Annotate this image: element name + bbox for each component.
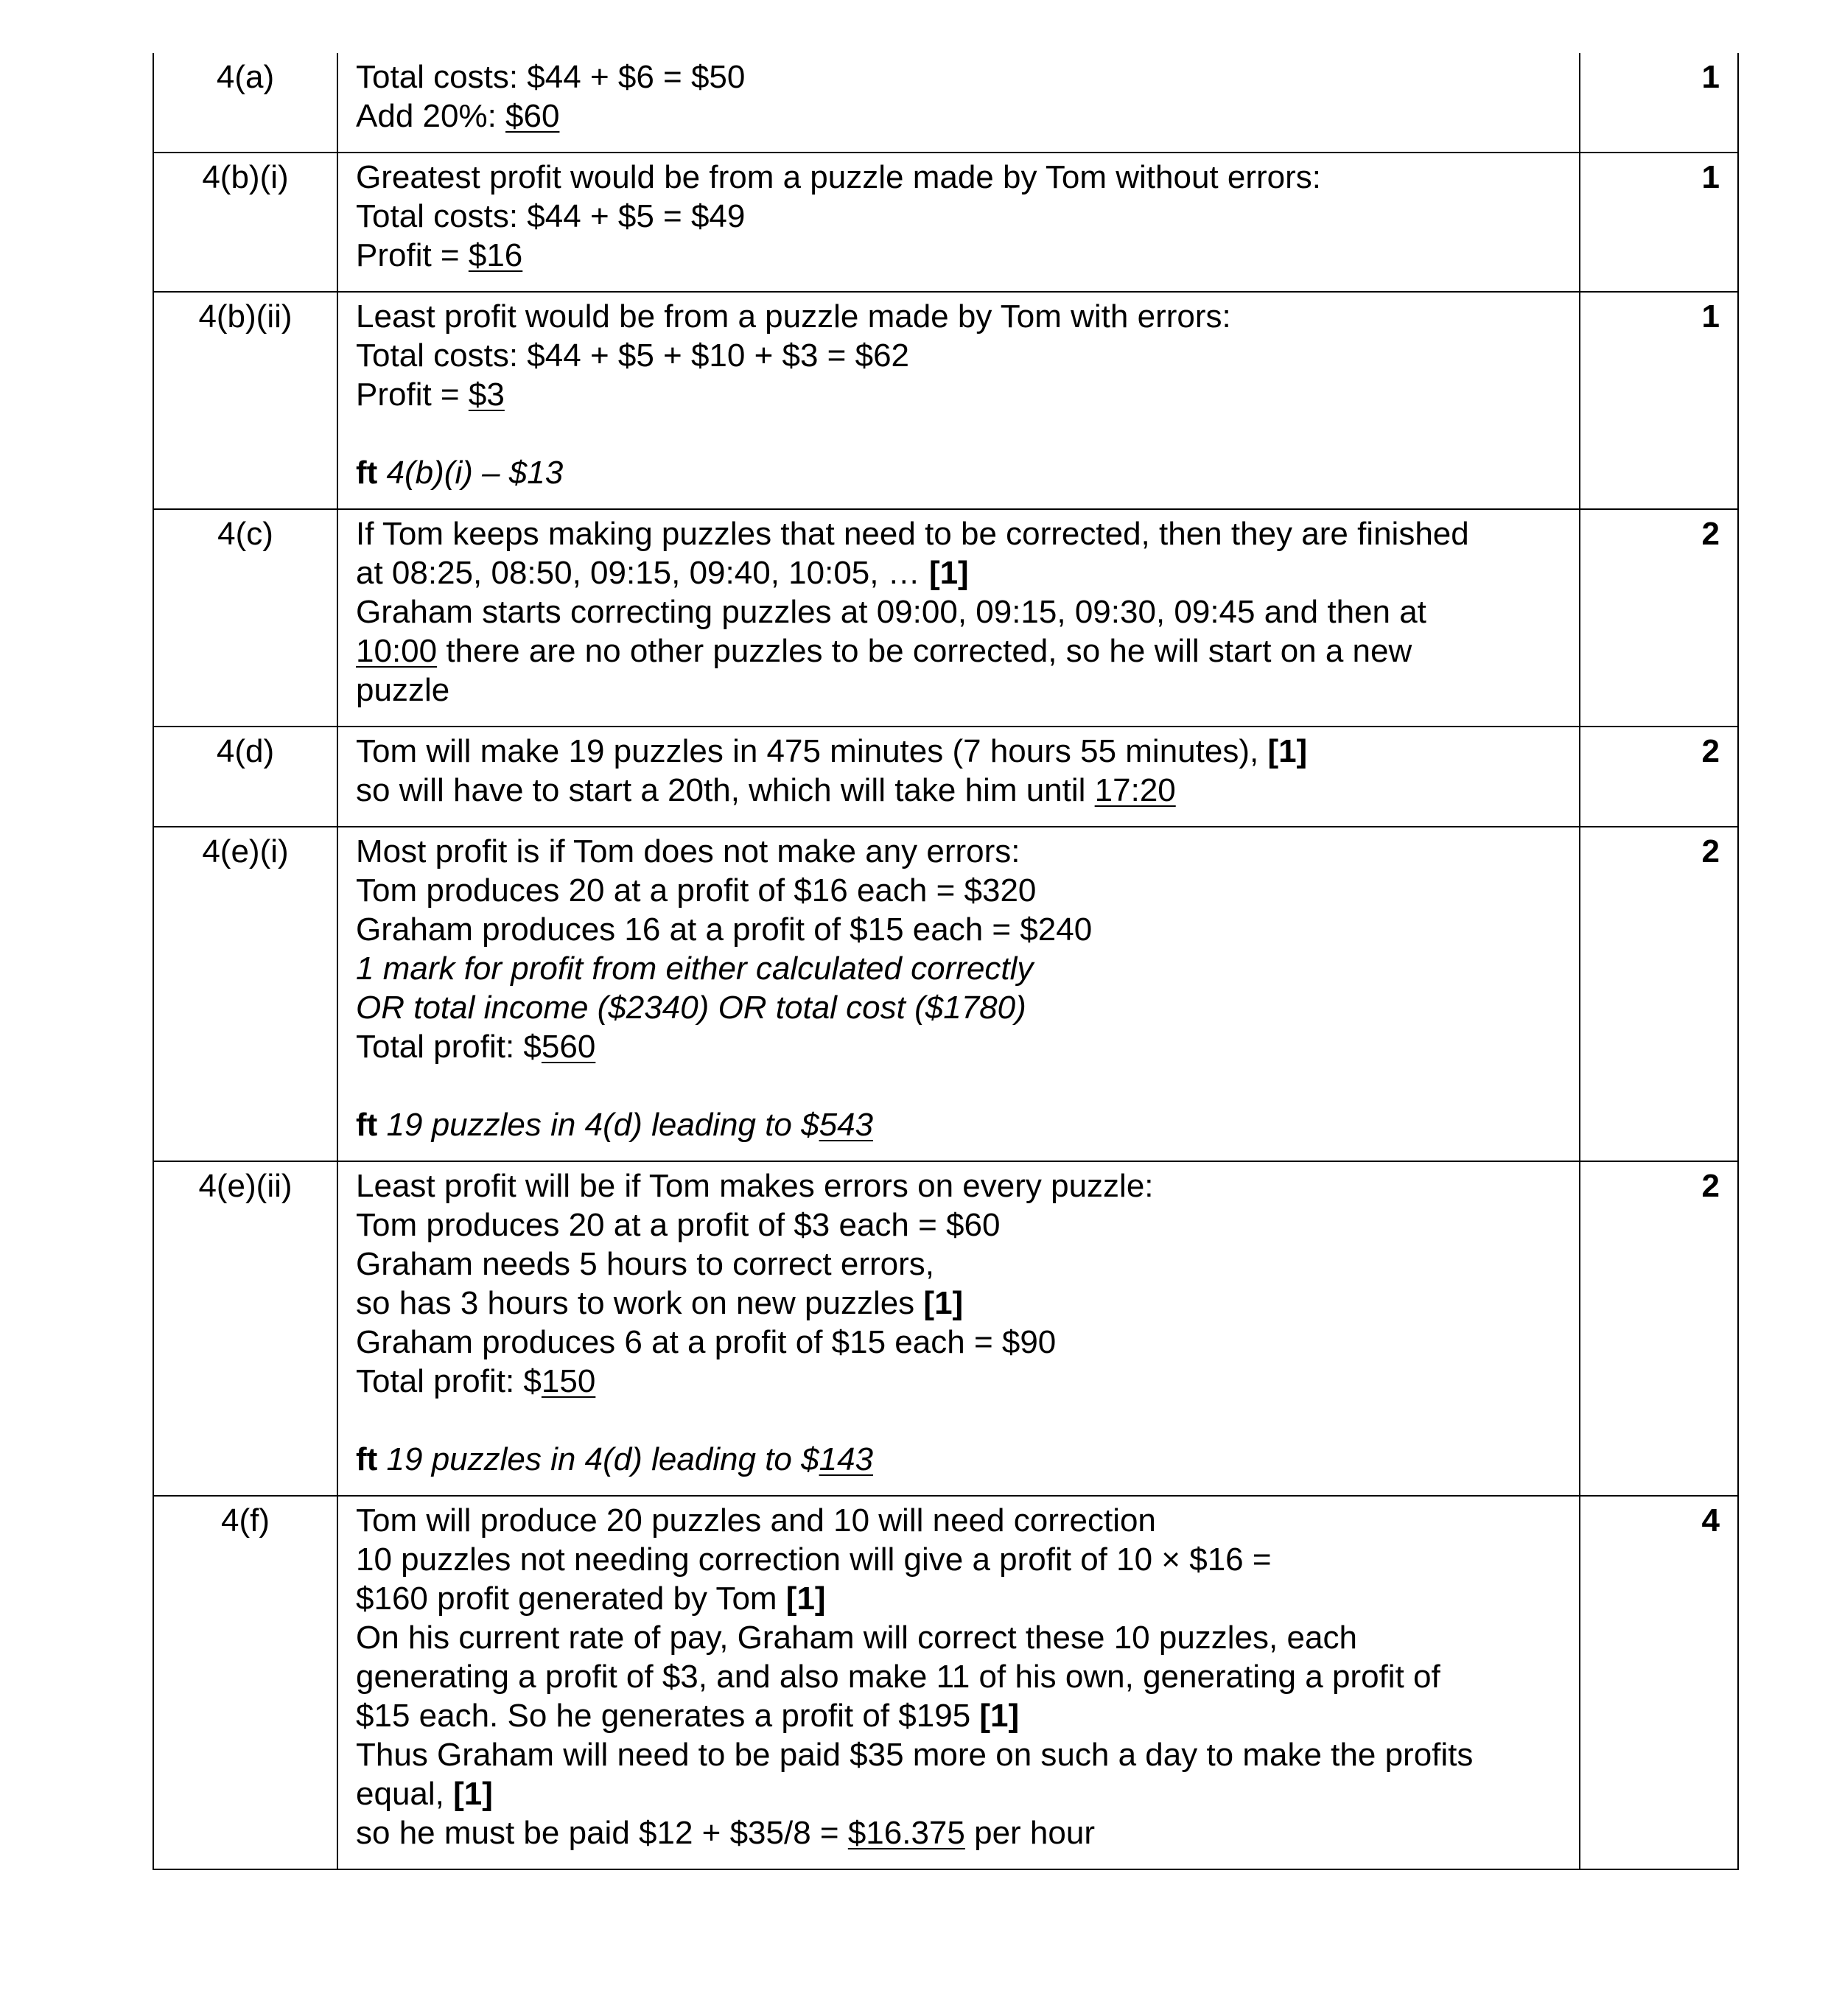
answer-text: 10 puzzles not needing correction will give a profit of 10 × $16 =: [356, 1541, 1272, 1578]
answer-line: [356, 988, 1561, 1027]
answer-line: [356, 910, 1561, 949]
answer-line: [356, 671, 1561, 710]
answer-text: Total costs: $44 + $6 = $50: [356, 59, 746, 95]
answer-text: so will have to start a 20th, which will take him until: [356, 772, 1095, 808]
answer-cell: [337, 727, 1580, 827]
answer-cell: [337, 1496, 1580, 1869]
question-number: 4(a): [153, 53, 337, 153]
answer-line: [356, 236, 1561, 275]
answer-line: [356, 57, 1561, 97]
answer-text: Total profit: $: [356, 1363, 542, 1399]
answer-value: $16: [468, 237, 523, 273]
marks-cell: 2: [1580, 727, 1738, 827]
mark-scheme-row: [153, 153, 1738, 292]
answer-text: Greatest profit would be from a puzzle made by Tom without errors:: [356, 159, 1321, 195]
mark-annotation: [1]: [785, 1581, 826, 1617]
answer-text: $15 each. So he generates a profit of $195: [356, 1698, 980, 1734]
answer-text: 4(b)(i) – $13: [386, 455, 564, 491]
mark-annotation: [1]: [1267, 733, 1308, 769]
answer-line: [356, 1540, 1561, 1579]
answer-text: Graham produces 16 at a profit of $15 each = $240: [356, 911, 1093, 948]
answer-value: 10:00: [356, 633, 438, 669]
answer-text: Least profit will be if Tom makes errors on every puzzle:: [356, 1168, 1154, 1204]
answer-line: [356, 514, 1561, 553]
answer-line: [356, 1579, 1561, 1618]
answer-value: $60: [505, 98, 560, 134]
answer-line: [356, 832, 1561, 871]
answer-text: [377, 1441, 386, 1477]
marks-cell: 2: [1580, 509, 1738, 727]
answer-text: puzzle: [356, 672, 450, 708]
answer-text: Graham needs 5 hours to correct errors,: [356, 1246, 934, 1282]
answer-line: [356, 1105, 1561, 1144]
answer-line: [356, 1362, 1561, 1401]
answer-line: [356, 1205, 1561, 1245]
answer-text: On his current rate of pay, Graham will correct these 10 puzzles, each: [356, 1620, 1357, 1656]
answer-value: 143: [819, 1441, 874, 1477]
answer-text: 1 mark for profit from either calculated correctly: [356, 951, 1034, 987]
question-number: 4(b)(i): [153, 153, 337, 292]
marks-cell: 4: [1580, 1496, 1738, 1869]
mark-annotation: [1]: [923, 1285, 964, 1321]
mark-scheme-row: [153, 727, 1738, 827]
answer-cell: [337, 827, 1580, 1161]
answer-line: [356, 949, 1561, 988]
answer-line: [356, 1657, 1561, 1696]
marks-cell: 2: [1580, 1161, 1738, 1496]
answer-line: [356, 592, 1561, 631]
answer-line: [356, 553, 1561, 592]
answer-text: there are no other puzzles to be corrected, so he will start on a new: [437, 633, 1412, 669]
answer-value: $16.375: [847, 1815, 965, 1851]
marks-cell: 1: [1580, 153, 1738, 292]
answer-line: [356, 1323, 1561, 1362]
question-number: 4(d): [153, 727, 337, 827]
answer-text: so has 3 hours to work on new puzzles: [356, 1285, 924, 1321]
answer-line: [356, 871, 1561, 910]
mark-scheme-row: [153, 509, 1738, 727]
answer-text: [377, 455, 386, 491]
answer-text: Total profit: $: [356, 1029, 542, 1065]
answer-line: [356, 297, 1561, 336]
answer-text: 19 puzzles in 4(d) leading to $: [386, 1107, 819, 1143]
answer-text: 19 puzzles in 4(d) leading to $: [386, 1441, 819, 1477]
answer-cell: [337, 1161, 1580, 1496]
answer-text: Thus Graham will need to be paid $35 more on such a day to make the profits: [356, 1737, 1474, 1773]
mark-scheme-row: [153, 827, 1738, 1161]
answer-line: [356, 1245, 1561, 1284]
mark-scheme-row: [153, 53, 1738, 153]
answer-line: [356, 1284, 1561, 1323]
answer-text: Most profit is if Tom does not make any errors:: [356, 833, 1020, 869]
answer-line: [356, 197, 1561, 236]
answer-line: [356, 1027, 1561, 1066]
mark-annotation: [1]: [453, 1776, 493, 1812]
answer-cell: [337, 509, 1580, 727]
blank-line: [356, 414, 1561, 453]
answer-cell: [337, 53, 1580, 153]
answer-value: $3: [468, 377, 505, 413]
answer-value: 560: [541, 1029, 596, 1065]
blank-line: [356, 1066, 1561, 1105]
mark-scheme-row: [153, 1161, 1738, 1496]
answer-value: 150: [541, 1363, 596, 1399]
answer-text: Profit =: [356, 237, 469, 273]
answer-line: [356, 1774, 1561, 1813]
answer-text: Tom produces 20 at a profit of $3 each = $60: [356, 1207, 1001, 1243]
answer-text: Least profit would be from a puzzle made by Tom with errors:: [356, 298, 1231, 335]
answer-text: Graham produces 6 at a profit of $15 each = $90: [356, 1324, 1057, 1360]
mark-scheme-table: [153, 53, 1739, 1870]
answer-line: [356, 1696, 1561, 1735]
answer-text: OR total income ($2340) OR total cost ($1780): [356, 990, 1026, 1026]
mark-annotation: ft: [356, 1107, 378, 1143]
answer-text: Total costs: $44 + $5 + $10 + $3 = $62: [356, 337, 910, 374]
question-number: 4(e)(i): [153, 827, 337, 1161]
answer-line: [356, 375, 1561, 414]
answer-text: Tom will make 19 puzzles in 475 minutes (7 hours 55 minutes),: [356, 733, 1268, 769]
answer-text: Total costs: $44 + $5 = $49: [356, 198, 746, 234]
answer-text: If Tom keeps making puzzles that need to be corrected, then they are finished: [356, 516, 1469, 552]
answer-line: [356, 1440, 1561, 1479]
answer-text: per hour: [964, 1815, 1095, 1851]
answer-text: $160 profit generated by Tom: [356, 1581, 786, 1617]
mark-scheme-body: [153, 53, 1738, 1869]
mark-annotation: ft: [356, 455, 378, 491]
answer-line: [356, 158, 1561, 197]
answer-line: [356, 336, 1561, 375]
answer-line: [356, 771, 1561, 810]
answer-line: [356, 631, 1561, 671]
answer-text: Tom will produce 20 puzzles and 10 will need correction: [356, 1502, 1156, 1539]
question-number: 4(e)(ii): [153, 1161, 337, 1496]
answer-value: 17:20: [1094, 772, 1176, 808]
marks-cell: 1: [1580, 53, 1738, 153]
answer-text: so he must be paid $12 + $35/8 =: [356, 1815, 848, 1851]
answer-line: [356, 1166, 1561, 1205]
answer-text: Add 20%:: [356, 98, 506, 134]
mark-scheme-row: [153, 292, 1738, 509]
answer-line: [356, 732, 1561, 771]
answer-cell: [337, 292, 1580, 509]
answer-text: equal,: [356, 1776, 454, 1812]
mark-scheme-row: [153, 1496, 1738, 1869]
answer-value: 543: [819, 1107, 874, 1143]
answer-text: [377, 1107, 386, 1143]
answer-line: [356, 1618, 1561, 1657]
answer-cell: [337, 153, 1580, 292]
answer-line: [356, 453, 1561, 492]
mark-annotation: [1]: [928, 555, 969, 591]
mark-annotation: [1]: [979, 1698, 1020, 1734]
mark-annotation: ft: [356, 1441, 378, 1477]
marks-cell: 2: [1580, 827, 1738, 1161]
answer-line: [356, 1735, 1561, 1774]
answer-text: Profit =: [356, 377, 469, 413]
answer-text: Graham starts correcting puzzles at 09:00, 09:15, 09:30, 09:45 and then at: [356, 594, 1426, 630]
answer-line: [356, 1501, 1561, 1540]
answer-text: at 08:25, 08:50, 09:15, 09:40, 10:05, …: [356, 555, 929, 591]
question-number: 4(f): [153, 1496, 337, 1869]
question-number: 4(b)(ii): [153, 292, 337, 509]
marks-cell: 1: [1580, 292, 1738, 509]
question-number: 4(c): [153, 509, 337, 727]
answer-line: [356, 97, 1561, 136]
answer-text: Tom produces 20 at a profit of $16 each = $320: [356, 872, 1037, 909]
blank-line: [356, 1401, 1561, 1440]
answer-text: generating a profit of $3, and also make 11 of his own, generating a profit of: [356, 1659, 1440, 1695]
answer-line: [356, 1813, 1561, 1852]
